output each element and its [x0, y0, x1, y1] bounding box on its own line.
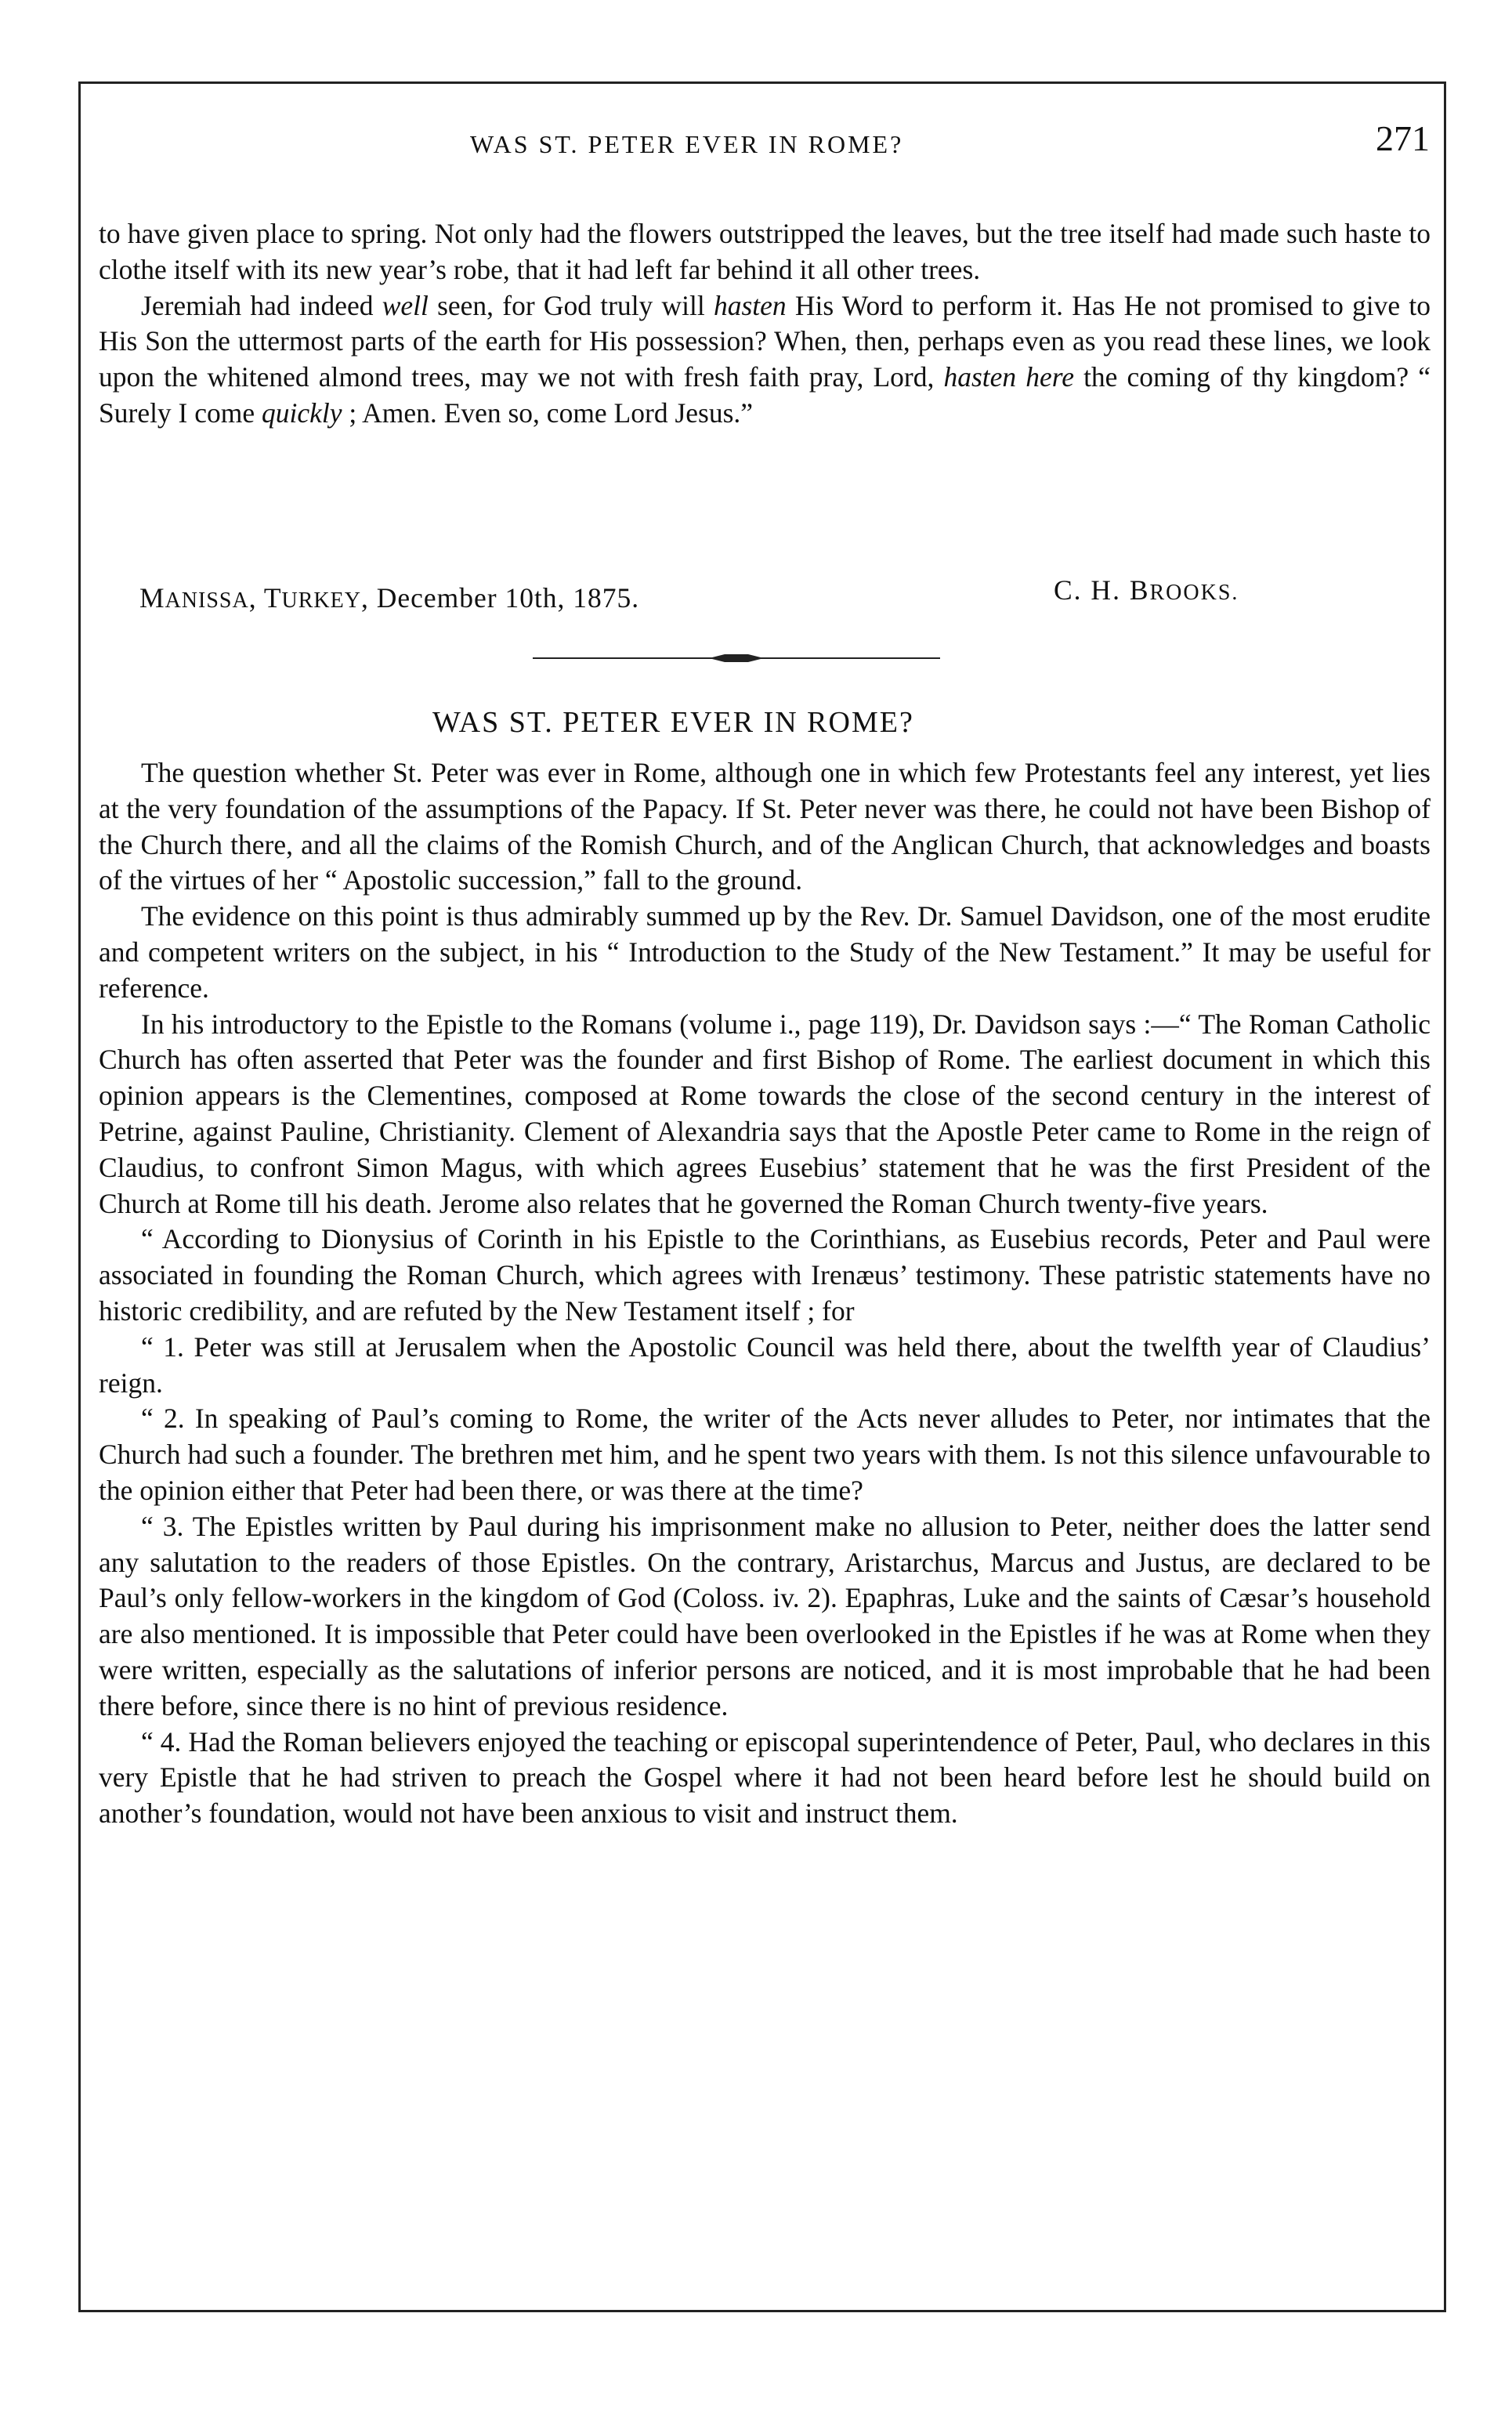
article-paragraph-2: The evidence on this point is thus admirably summed up by the Rev. Dr. Samuel Davidson, one of the most erudite and competent writers on the subject, in his “ Introduction to the Study of the New Testament.” It may be useful for reference.: [99, 900, 1431, 1004]
article-paragraph-4: “ According to Dionysius of Corinth in his Epistle to the Corinthians, as Eusebius records, Peter and Paul were associated in founding the Roman Church, which agrees with Irenæus’ testimony. These patristic statements have no historic credibility, and are refuted by the New Testament itself ; for: [99, 1223, 1431, 1327]
running-title: WAS ST. PETER EVER IN ROME?: [470, 130, 904, 158]
page-number: 271: [1376, 118, 1430, 158]
paragraph-text: His Word to perform it. Has He not promised to give to His Son the uttermost parts of the earth for His possession? When, then, perhaps even as you read these lines, we look upon the whitened almond trees, may we not with fresh faith pray, Lord,: [99, 289, 1431, 393]
paragraph-text: ; Amen. Even so, come Lord Jesus.”: [342, 396, 754, 429]
article-paragraph-3: In his introductory to the Epistle to the Romans (volume i., page 119), Dr. Davidson says :—“ The Roman Catholic Church has often asserted that Peter was the founder and first Bishop of Rome. The earliest document in which this opinion appears is the Clementines, composed at Rome towards the close of the second century in the interest of Petrine, against Pauline, Christianity. Clement of Alexandria says that the Apostle Peter came to Rome in the reign of Claudius, to confront Simon Magus, with which agrees Eusebius’ statement that he was the first President of the Church at Rome till his death. Jerome also relates that he governed the Roman Church twenty-five years.: [99, 1008, 1431, 1219]
country-rest: URKEY: [281, 588, 361, 613]
page-frame-right-rule: [1444, 81, 1446, 2311]
article-paragraph-7: “ 3. The Epistles written by Paul during his imprisonment make no allusion to Peter, neither does the latter send any salutation to the readers of those Epistles. On the contrary, Aristarchus, Marcus and Justus, are declared to be Paul’s only fellow-workers in the kingdom of God (Coloss. iv. 2). Epaphras, Luke and the saints of Cæsar’s household are also mentioned. It is impossible that Peter could have been overlooked in the Epistles if he was at Rome when they were written, especially as the salutations of inferior persons are noticed, and it is most improbable that he had been there before, since there is no hint of previous residence.: [99, 1510, 1431, 1721]
date: , December 10th, 1875.: [360, 582, 640, 614]
paragraph-text: the coming of thy kingdom? “ Surely I come: [99, 361, 1431, 429]
emphasis-well: well: [382, 289, 429, 321]
article-paragraph-8: “ 4. Had the Roman believers enjoyed the teaching or episcopal superintendence of Peter, Paul, who declares in this very Epistle that he had striven to preach the Gospel where it had not been heard before lest he should build on another’s foundation, would not have been anxious to visit and instruct them.: [99, 1725, 1431, 1830]
place-initial: M: [139, 582, 165, 614]
article-body: [99, 755, 1431, 1832]
country-initial: T: [263, 582, 282, 614]
emphasis-quickly: quickly: [262, 396, 342, 429]
paragraph-text: seen, for God truly will: [428, 289, 714, 321]
paragraph-text: Jeremiah had indeed: [141, 289, 382, 321]
emphasis-hasten-here: hasten here: [943, 361, 1074, 393]
article-paragraph-1: The question whether St. Peter was ever in Rome, although one in which few Protestants feel any interest, yet lies at the very foundation of the assumptions of the Papacy. If St. Peter never was there, he could not have been Bishop of the Church there, and all the claims of the Romish Church, and of the Anglican Church, that acknowledges and boasts of the virtues of her “ Apostolic succession,” fall to the ground.: [99, 757, 1431, 896]
previous-article-paragraph-1: to have given place to spring. Not only had the flowers outstripped the leaves, but the tree itself had made such haste to clothe itself with its new year’s robe, that it had left far behind it all other trees.: [99, 218, 1431, 285]
running-head: [98, 116, 1430, 163]
article-paragraph-6: “ 2. In speaking of Paul’s coming to Rome, the writer of the Acts never alludes to Peter, nor intimates that the Church had such a founder. The brethren met him, and he spent two years with them. Is not this silence unfavourable to the opinion either that Peter had been there, or was there at the time?: [99, 1403, 1431, 1506]
place-and-date: [139, 581, 639, 614]
section-divider-ornament: [533, 652, 940, 664]
previous-article-block: [99, 216, 1431, 432]
place-separator: ,: [248, 582, 264, 614]
author-signature: [1054, 574, 1239, 606]
page-frame-bottom-rule: [78, 2310, 1446, 2312]
page-frame-top-rule: [78, 81, 1446, 84]
emphasis-hasten: hasten: [713, 289, 787, 321]
signature-surname-rest: ROOKS.: [1149, 581, 1239, 605]
page-frame-left-rule: [78, 81, 81, 2311]
article-paragraph-5: “ 1. Peter was still at Jerusalem when the Apostolic Council was held there, about the twelfth year of Claudius’ reign.: [99, 1330, 1431, 1399]
place-rest: ANISSA: [165, 588, 249, 613]
signature-initials: C. H. B: [1054, 574, 1150, 606]
article-title: WAS ST. PETER EVER IN ROME?: [432, 706, 914, 739]
previous-article-paragraph-2: [99, 288, 1431, 432]
